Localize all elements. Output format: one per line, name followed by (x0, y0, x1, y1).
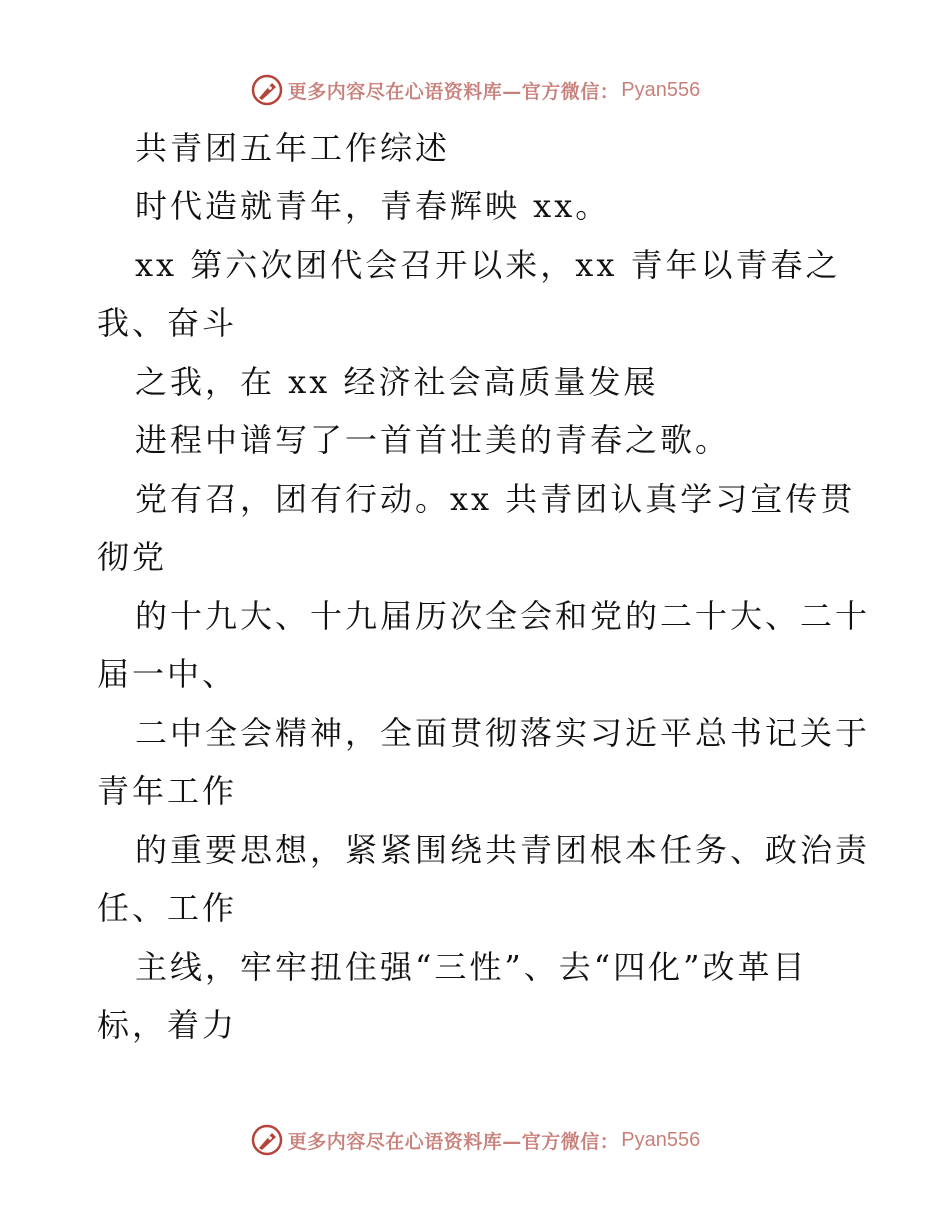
pen-nib-circle-icon (250, 1123, 284, 1157)
paragraph-line: 标，着力 (97, 1006, 238, 1044)
pen-nib-circle-icon (250, 73, 284, 107)
watermark-text: 更多内容尽在心语资料库—官方微信： (287, 80, 620, 103)
paragraph-line: 主线，牢牢扭住强“三性”、去“四化”改革目 (135, 948, 808, 986)
paragraph-line: 时代造就青年，青春辉映 xx。 (135, 187, 611, 225)
paragraph-line: xx 第六次团代会召开以来，xx 青年以青春之 (135, 246, 841, 284)
watermark-text: 更多内容尽在心语资料库—官方微信： (287, 1130, 620, 1153)
paragraph-line: 任、工作 (97, 889, 238, 927)
paragraph-line: 青年工作 (97, 772, 238, 810)
header-watermark (0, 70, 950, 110)
paragraph-line: 的十九大、十九届历次全会和党的二十大、二十 (135, 597, 871, 635)
paragraph-line: 的重要思想，紧紧围绕共青团根本任务、政治责 (135, 831, 871, 869)
watermark-wechat-id: Pyan556 (621, 1128, 701, 1151)
paragraph-line: 彻党 (97, 538, 168, 576)
paragraph-line: 之我，在 xx 经济社会高质量发展 (135, 363, 659, 401)
paragraph-line: 二中全会精神，全面贯彻落实习近平总书记关于 (135, 714, 871, 752)
document-title: 共青团五年工作综述 (135, 129, 451, 167)
footer-watermark (0, 1120, 950, 1160)
paragraph-line: 党有召，团有行动。xx 共青团认真学习宣传贯 (135, 480, 856, 518)
paragraph-line: 我、奋斗 (97, 304, 238, 342)
paragraph-line: 进程中谱写了一首首壮美的青春之歌。 (135, 421, 731, 459)
watermark-wechat-id: Pyan556 (621, 78, 701, 101)
paragraph-line: 届一中、 (97, 655, 238, 693)
